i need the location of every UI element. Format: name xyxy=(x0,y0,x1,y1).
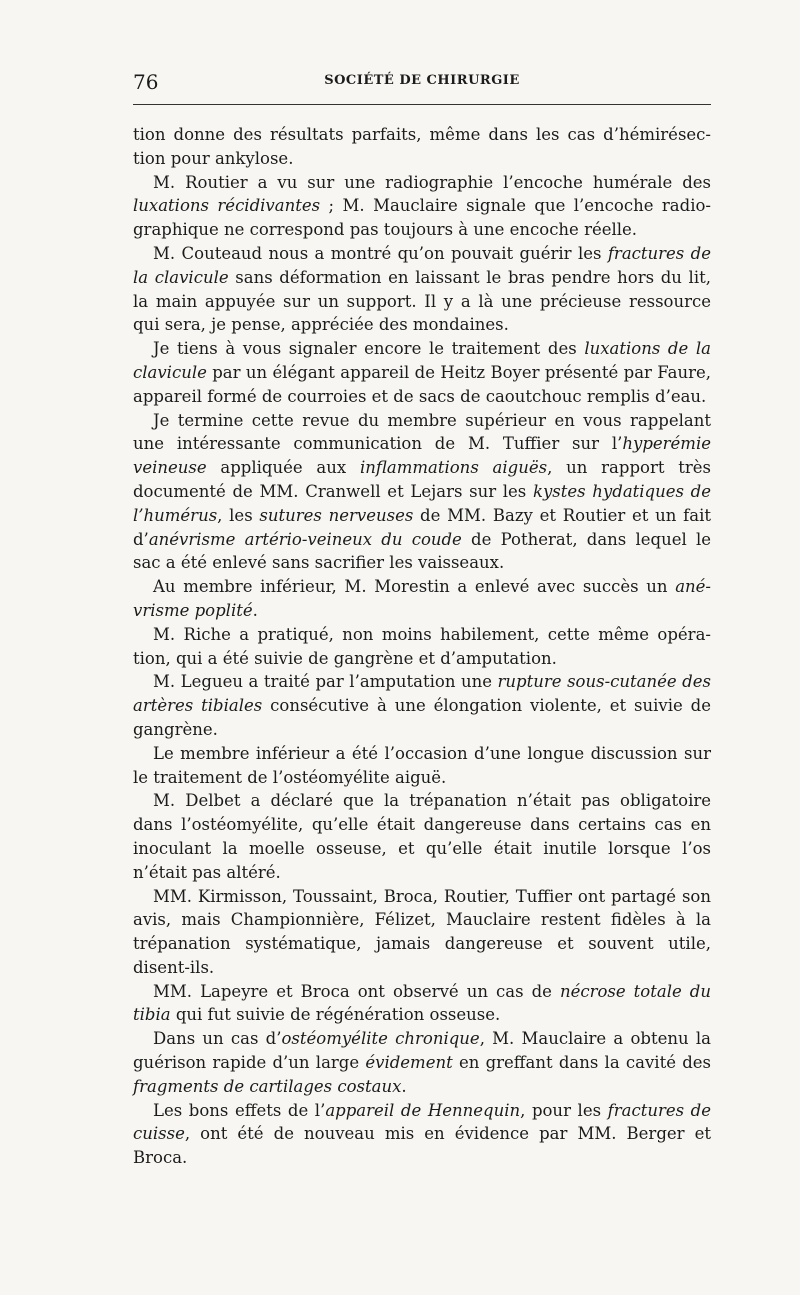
italic-term: fractures de la clavicule xyxy=(133,243,711,287)
italic-term: évidement xyxy=(365,1053,453,1073)
text-run: . xyxy=(252,600,258,620)
text-run: sans déformation en laissant le bras pendre hors du lit, la main appuyée sur un support. Il y a là une précieuse ressource qui sera, je pense, appréciée des mondaines. xyxy=(133,267,711,335)
paragraph xyxy=(133,337,711,408)
text-run: M. Delbet a déclaré que la trépanation n’était pas obligatoire dans l’ostéomyélite, qu’elle était dangereuse dans certains cas en inoculant la moelle osseuse, et qu’elle était inutile lorsque l’os n’était pas altéré. xyxy=(133,791,711,882)
text-run: Le membre inférieur a été l’occasion d’une longue discussion sur le traitement de l’ostéomyélite aiguë. xyxy=(133,743,711,787)
text-run: , un rapport très documenté de MM. Cranwell et Lejars sur les xyxy=(133,458,711,501)
italic-term: anévrisme poplité xyxy=(133,577,711,620)
text-run: qui fut suivie de régénération osseuse. xyxy=(170,1005,501,1025)
text-run: consécutive à une élongation violente, et suivie de gangrène. xyxy=(133,696,712,739)
paragraph xyxy=(133,980,711,1028)
text-run: MM. Kirmisson, Toussaint, Broca, Routier, Tuffier ont partagé son avis, mais Championnière, Félizet, Mauclaire restent fidèles à la trépanation systématique, jamais dangereuse et souvent utile, disent-ils. xyxy=(133,886,711,977)
paragraph xyxy=(133,123,711,171)
italic-term: anévrisme artério-veineux du coude xyxy=(148,529,462,549)
text-run: , les xyxy=(217,505,260,525)
text-run: Les bons effets de l’ xyxy=(153,1100,326,1120)
text-run: Dans un cas d’ xyxy=(153,1029,282,1049)
italic-term: luxations de la clavicule xyxy=(133,339,711,382)
text-run: de MM. Bazy et Routier et un fait d’ xyxy=(133,505,711,549)
paragraph xyxy=(133,742,711,790)
paragraph xyxy=(133,575,711,623)
text-run: , pour les xyxy=(520,1100,608,1120)
italic-term: hyperémie veineuse xyxy=(133,434,711,478)
paragraph xyxy=(133,789,711,884)
italic-term: inflammations aiguës xyxy=(359,458,548,478)
italic-term: ostéomyélite chronique xyxy=(281,1029,480,1049)
text-run: appliquée aux xyxy=(206,458,360,478)
text-run: Au membre inférieur, M. Morestin a enlevé avec succès un xyxy=(153,577,676,597)
italic-term: kystes hydatiques de l’humérus xyxy=(133,481,711,525)
text-run: par un élégant appareil de Heitz Boyer présenté par Faure, appareil formé de courroies et de sacs de caoutchouc remplis d’eau. xyxy=(133,362,711,406)
text-run: . xyxy=(401,1076,407,1096)
paragraph xyxy=(133,171,711,242)
paragraph xyxy=(133,409,711,576)
paragraph xyxy=(133,1099,711,1170)
italic-term: luxations récidivantes xyxy=(133,196,321,216)
text-run: M. Riche a pratiqué, non moins habilement, cette même opération, qui a été suivie de gangrène et d’amputation. xyxy=(133,624,711,668)
text-run: M. Couteaud nous a montré qu’on pouvait guérir les xyxy=(153,243,608,263)
italic-term: fragments de cartilages costaux xyxy=(133,1076,402,1096)
paragraph xyxy=(133,885,711,980)
italic-term: nécrose totale du tibia xyxy=(133,981,711,1025)
page-header xyxy=(133,70,711,100)
text-run: ; M. Mauclaire signale que l’encoche radiographique ne correspond pas toujours à une encoche réelle. xyxy=(133,196,711,240)
text-run: en greffant dans la cavité des xyxy=(452,1053,712,1073)
text-run: , M. Mauclaire a obtenu la guérison rapide d’un large xyxy=(133,1029,711,1073)
paragraph xyxy=(133,242,711,337)
text-run: Je tiens à vous signaler encore le traitement des xyxy=(153,339,585,359)
text-run: de Potherat, dans lequel le sac a été enlevé sans sacrifier les vaisseaux. xyxy=(133,529,711,573)
body-text xyxy=(133,123,711,1170)
paragraph xyxy=(133,1027,711,1098)
text-run: M. Routier a vu sur une radiographie l’encoche humérale des xyxy=(153,172,711,192)
italic-term: rupture sous-cutanée des artères tibiales xyxy=(133,672,711,716)
text-run: tion donne des résultats parfaits, même dans les cas d’hémirésection pour ankylose. xyxy=(133,125,711,168)
paragraph xyxy=(133,670,711,741)
text-run: , ont été de nouveau mis en évidence par MM. Berger et Broca. xyxy=(133,1124,711,1168)
paragraph xyxy=(133,623,711,671)
text-run: MM. Lapeyre et Broca ont observé un cas de xyxy=(153,981,560,1001)
page-number: 76 xyxy=(133,70,159,94)
italic-term: fractures de cuisse xyxy=(133,1100,712,1144)
text-run: Je termine cette revue du membre supérieur en vous rappelant une intéressante communication de M. Tuffier sur l’ xyxy=(133,410,711,454)
italic-term: sutures nerveuses xyxy=(259,505,414,525)
italic-term: appareil de Hennequin xyxy=(325,1100,521,1120)
header-rule xyxy=(133,104,711,105)
running-head: SOCIÉTÉ DE CHIRURGIE xyxy=(324,73,520,88)
text-run: M. Legueu a traité par l’amputation une xyxy=(153,672,498,692)
